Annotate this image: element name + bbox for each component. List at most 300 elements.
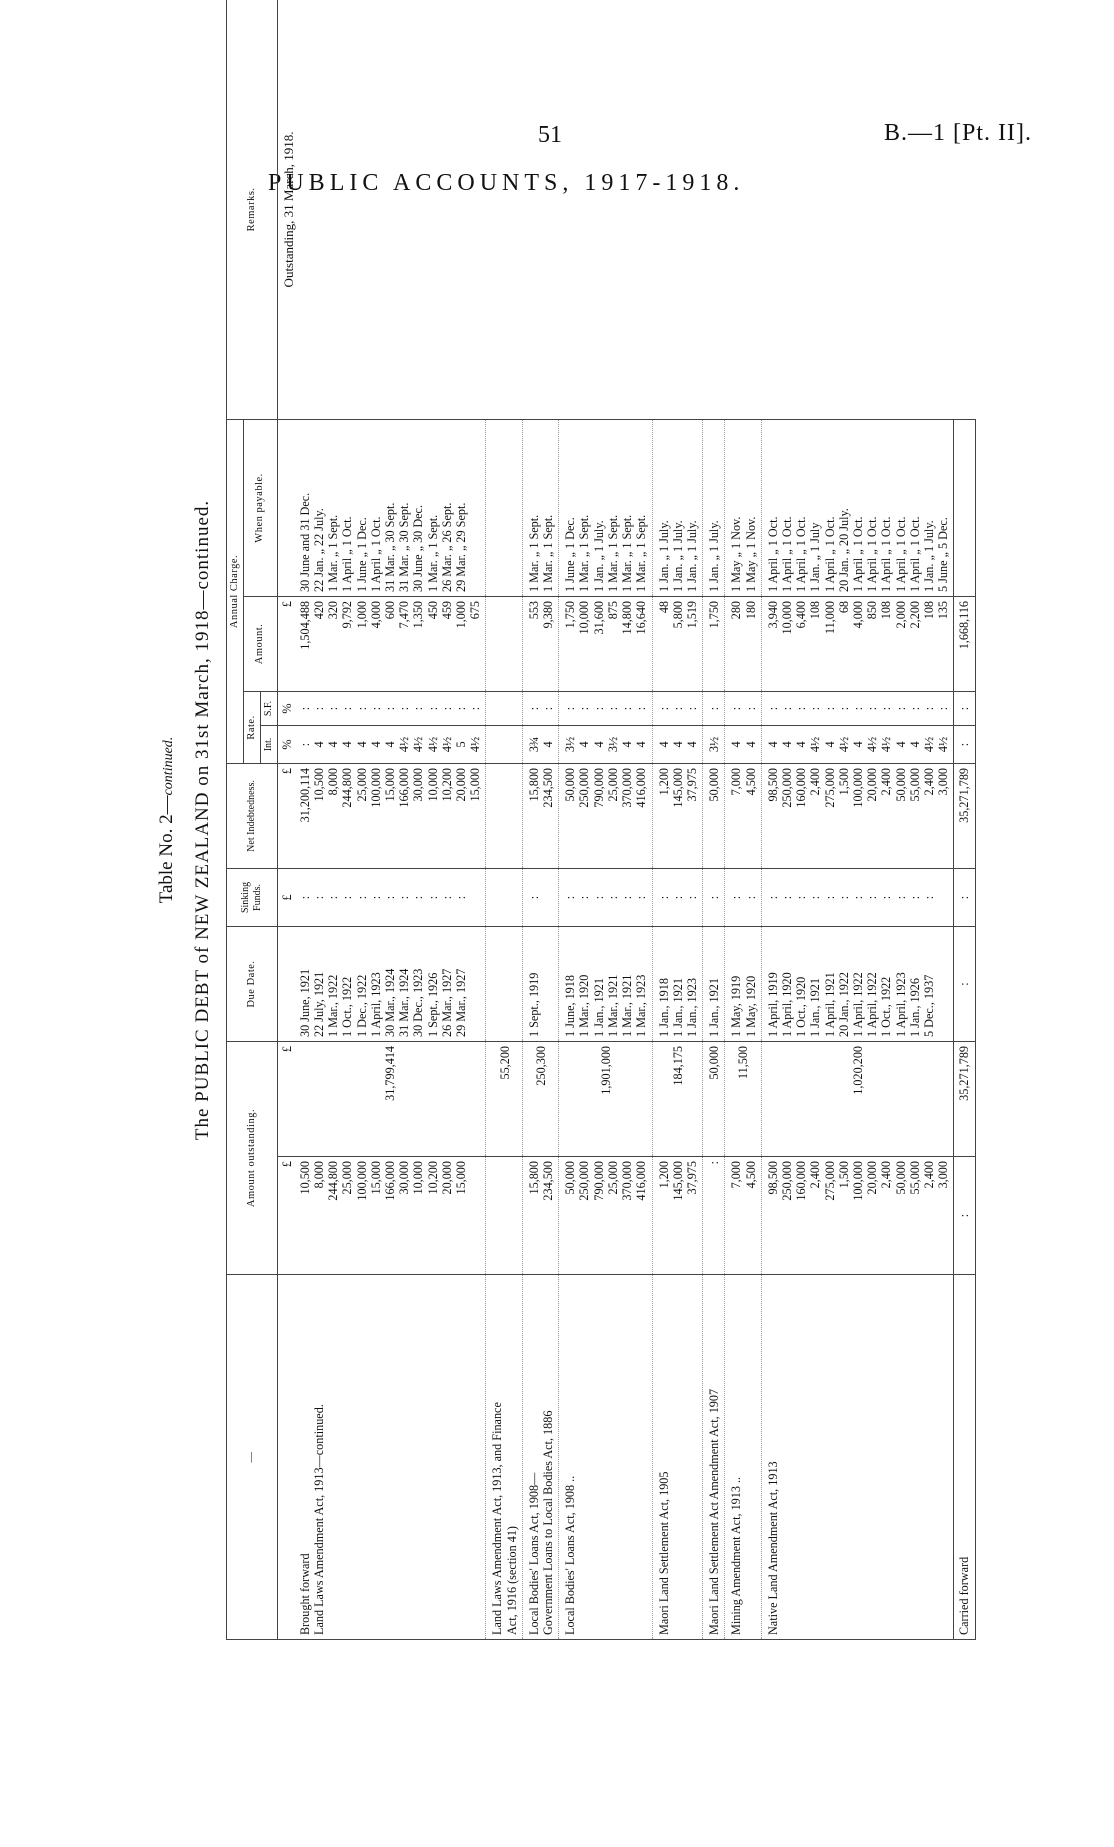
- when-payable: [725, 419, 761, 596]
- when-payable-line: 1 April „ 1 Oct.: [368, 516, 383, 592]
- annual-charge-line: 16,640: [634, 600, 649, 635]
- when-payable: [486, 419, 522, 596]
- annual-charge-line: 675: [468, 600, 483, 620]
- due-date-line: 20 Jan., 1922: [836, 971, 851, 1037]
- amount-outstanding: [703, 1157, 725, 1275]
- due-date-line: 1 April, 1923: [893, 972, 908, 1037]
- sinking-fund-line: :: [779, 895, 794, 900]
- header-amount: Amount.: [244, 596, 278, 691]
- annual-charge-line: 850: [865, 600, 880, 620]
- interest-rate: [294, 725, 486, 763]
- annual-charge-line: 4,000: [368, 600, 383, 629]
- sinking-fund-line: :: [634, 895, 649, 900]
- interest-rate-line: 4: [779, 741, 794, 748]
- unit-percent: %: [277, 691, 294, 725]
- amount-outstanding-line: 100,000: [354, 1161, 369, 1201]
- due-date-line: 22 July, 1921: [312, 971, 327, 1037]
- sinking-fund: [486, 868, 522, 926]
- act-label-line: Brought forward: [297, 1553, 312, 1635]
- when-payable-line: 1 Jan. „ 1 July.: [707, 520, 722, 592]
- net-indebtedness-line: 145,000: [670, 767, 685, 808]
- sinking-fund-rate-line: :: [794, 706, 809, 711]
- net-indebtedness-line: 50,000: [707, 767, 722, 802]
- interest-rate-line: 4: [765, 741, 780, 748]
- due-date-line: 1 Oct., 1920: [794, 976, 809, 1037]
- when-payable-line: 1 June „ 1 Dec.: [563, 517, 578, 592]
- sinking-fund-rate-line: :: [865, 706, 880, 711]
- amount-outstanding-line: 8,000: [312, 1161, 327, 1189]
- sinking-fund: [761, 868, 954, 926]
- sinking-fund-rate-line: :: [620, 706, 635, 711]
- unit-pound: £: [277, 1157, 294, 1275]
- carried-forward-due: :: [954, 926, 975, 1041]
- interest-rate-line: 4: [620, 741, 635, 748]
- carried-forward-net: 35,271,789: [954, 763, 975, 868]
- when-payable-line: 1 Mar. „ 1 Sept.: [620, 514, 635, 592]
- interest-rate-line: 4½: [411, 736, 426, 753]
- sinking-fund-rate-line: :: [634, 706, 649, 711]
- carried-forward-charge: 1,668,116: [954, 596, 975, 691]
- due-date-line: 1 Jan., 1921: [707, 978, 722, 1037]
- interest-rate-line: 4: [577, 741, 592, 748]
- when-payable-line: 1 May „ 1 Nov.: [743, 516, 758, 592]
- annual-charge-line: 7,470: [397, 600, 412, 629]
- amount-outstanding-line: 55,000: [907, 1161, 922, 1195]
- net-indebtedness-line: 98,500: [765, 767, 780, 802]
- sinking-fund-rate-line: :: [326, 706, 341, 711]
- amount-outstanding: [559, 1157, 652, 1275]
- due-date: [761, 926, 954, 1041]
- amount-outstanding-line: 1,500: [836, 1161, 851, 1189]
- interest-rate-line: 4½: [808, 736, 823, 753]
- net-indebtedness-line: 100,000: [850, 767, 865, 808]
- due-date-line: 1 Oct., 1922: [879, 976, 894, 1037]
- interest-rate-line: 4½: [865, 736, 880, 753]
- sinking-fund-rate: [486, 691, 522, 725]
- unit-pound: £: [277, 1041, 294, 1156]
- amount-outstanding-line: 15,000: [368, 1161, 383, 1195]
- net-indebtedness-line: 234,500: [541, 767, 556, 808]
- sinking-fund-rate-line: :: [836, 706, 851, 711]
- interest-rate-line: 4½: [397, 736, 412, 753]
- annual-charge-line: 1,000: [454, 600, 469, 629]
- interest-rate-line: 4½: [836, 736, 851, 753]
- net-indebtedness-line: 15,000: [383, 767, 398, 802]
- due-date-line: 1 Jan., 1923: [684, 978, 699, 1037]
- net-indebtedness-line: 10,000: [425, 767, 440, 802]
- sinking-fund-rate: [559, 691, 652, 725]
- net-indebtedness-line: 2,400: [879, 767, 894, 796]
- annual-charge-line: 553: [526, 600, 541, 620]
- when-payable-line: 31 Mar. „ 30 Sept.: [397, 502, 412, 592]
- due-date-line: 5 Dec., 1937: [921, 974, 936, 1037]
- net-indebtedness-line: 1,200: [656, 767, 671, 796]
- group-total: [761, 1041, 954, 1156]
- interest-rate-line: 4: [634, 741, 649, 748]
- table-body: [277, 0, 975, 1640]
- carried-forward-sf: :: [954, 691, 975, 725]
- net-indebtedness-line: 160,000: [794, 767, 809, 808]
- sinking-fund-line: :: [729, 895, 744, 900]
- header-blank: —: [227, 1275, 278, 1640]
- sinking-fund-rate-line: :: [879, 706, 894, 711]
- net-indebtedness-line: 370,000: [620, 767, 635, 808]
- annual-charge-line: 68: [836, 600, 851, 614]
- due-date-line: 1 Jan., 1926: [907, 978, 922, 1037]
- annual-charge-line: 2,200: [907, 600, 922, 629]
- when-payable-line: 1 Jan. „ 1 July.: [656, 520, 671, 592]
- sinking-fund-rate: [725, 691, 761, 725]
- sinking-fund-rate-line: :: [743, 706, 758, 711]
- due-date: [294, 926, 486, 1041]
- sinking-fund-rate-line: :: [454, 706, 469, 711]
- amount-outstanding-line: 20,000: [865, 1161, 880, 1195]
- interest-rate-line: 4: [340, 741, 355, 748]
- header-remarks: Remarks.: [227, 0, 278, 419]
- interest-rate-line: 4: [326, 741, 341, 748]
- group-total-value: 11,500: [736, 1045, 751, 1080]
- amount-outstanding-line: 7,000: [729, 1161, 744, 1189]
- act-label: [703, 1275, 725, 1640]
- when-payable-line: 1 April „ 1 Oct.: [907, 516, 922, 592]
- sinking-fund-rate-line: :: [684, 706, 699, 711]
- when-payable-line: 1 June „ 1 Dec.: [354, 517, 369, 592]
- when-payable-line: 1 Mar. „ 1 Sept.: [326, 514, 341, 592]
- annual-charge-line: 10,000: [779, 600, 794, 635]
- amount-outstanding-line: 2,400: [921, 1161, 936, 1189]
- amount-outstanding: [522, 1157, 558, 1275]
- amount-outstanding-line: 10,500: [297, 1161, 312, 1195]
- when-payable-line: 30 June „ 30 Dec.: [411, 505, 426, 592]
- amount-outstanding-line: 100,000: [850, 1161, 865, 1201]
- annual-charge-line: 48: [656, 600, 671, 614]
- amount-outstanding-line: :: [707, 1161, 722, 1165]
- amount-outstanding-line: 2,400: [879, 1161, 894, 1189]
- amount-outstanding-line: 166,000: [383, 1161, 398, 1201]
- carried-forward-label: Carried forward: [954, 1275, 975, 1640]
- unit-percent: %: [277, 725, 294, 763]
- net-indebtedness-line: 20,000: [865, 767, 880, 802]
- annual-charge-line: 450: [425, 600, 440, 620]
- due-date-line: 1 May, 1919: [729, 975, 744, 1037]
- due-date-line: 30 Dec., 1923: [411, 968, 426, 1037]
- due-date: [725, 926, 761, 1041]
- interest-rate-line: 3¾: [526, 736, 541, 753]
- interest-rate: [761, 725, 954, 763]
- interest-rate-line: 4: [850, 741, 865, 748]
- when-payable-line: 1 April „ 1 Oct.: [794, 516, 809, 592]
- interest-rate-line: 4: [907, 741, 922, 748]
- annual-charge-line: 31,600: [591, 600, 606, 635]
- amount-outstanding-line: 25,000: [340, 1161, 355, 1195]
- net-indebtedness-line: 2,400: [808, 767, 823, 796]
- amount-outstanding-line: 37,975: [684, 1161, 699, 1195]
- when-payable-line: 1 Jan. „ 1 July.: [921, 520, 936, 592]
- annual-charge: [725, 596, 761, 691]
- sinking-fund-rate-line: :: [368, 706, 383, 711]
- amount-outstanding-line: 10,000: [411, 1161, 426, 1195]
- net-indebtedness: [761, 763, 954, 868]
- net-indebtedness: [559, 763, 652, 868]
- amount-outstanding-line: 15,800: [526, 1161, 541, 1195]
- sinking-fund-line: :: [454, 895, 469, 900]
- net-indebtedness-line: 3,000: [936, 767, 951, 796]
- group-total-value: 55,200: [497, 1045, 512, 1080]
- when-payable-line: 1 April „ 1 Oct.: [893, 516, 908, 592]
- due-date-line: 1 April, 1922: [850, 972, 865, 1037]
- annual-charge-line: 2,000: [893, 600, 908, 629]
- sinking-fund-rate: [703, 691, 725, 725]
- sinking-fund-line: :: [865, 895, 880, 900]
- header-when-payable: When payable.: [244, 419, 278, 596]
- interest-rate-line: 4: [822, 741, 837, 748]
- net-indebtedness: [703, 763, 725, 868]
- table-title-text: Table No. 2—: [156, 795, 177, 904]
- when-payable-line: 1 May „ 1 Nov.: [729, 516, 744, 592]
- sinking-fund-rate-line: :: [439, 706, 454, 711]
- sinking-fund-line: :: [312, 895, 327, 900]
- interest-rate-line: 4: [684, 741, 699, 748]
- when-payable: [761, 419, 954, 596]
- carried-forward-amount-col: :: [954, 1157, 975, 1275]
- unit-pound: £: [277, 868, 294, 926]
- sinking-fund-rate-line: :: [808, 706, 823, 711]
- annual-charge-line: 180: [743, 600, 758, 620]
- net-indebtedness-line: 7,000: [729, 767, 744, 796]
- when-payable-line: 1 Mar. „ 1 Sept.: [541, 514, 556, 592]
- interest-rate-line: 4½: [468, 736, 483, 753]
- act-label-line: Land Laws Amendment Act, 1913, and Finance: [490, 1402, 505, 1635]
- unit-pound: £: [277, 763, 294, 868]
- due-date-line: 29 Mar., 1927: [454, 968, 469, 1037]
- sinking-fund-line: :: [893, 895, 908, 900]
- due-date-line: 1 Sept., 1926: [425, 972, 440, 1037]
- annual-charge-line: 1,750: [563, 600, 578, 629]
- net-indebtedness-line: 30,000: [411, 767, 426, 802]
- rotated-table-region: [146, 0, 986, 1640]
- when-payable-line: 20 Jan. „ 20 July.: [836, 508, 851, 592]
- interest-rate-line: 4½: [921, 736, 936, 753]
- group-total-value: 184,175: [670, 1045, 685, 1086]
- act-label-line: Mining Amendment Act, 1913 ..: [729, 1476, 744, 1635]
- group-total: [294, 1041, 486, 1156]
- sinking-fund-rate: [294, 691, 486, 725]
- when-payable-line: 1 April „ 1 Oct.: [850, 516, 865, 592]
- interest-rate-line: 4½: [936, 736, 951, 753]
- header-due-date: Due Date.: [227, 926, 278, 1041]
- when-payable-line: 1 Mar. „ 1 Sept.: [605, 514, 620, 592]
- net-indebtedness: [294, 763, 486, 868]
- sinking-fund-rate-line: :: [921, 706, 936, 711]
- interest-rate-line: 4: [591, 741, 606, 748]
- amount-outstanding-line: 20,000: [439, 1161, 454, 1195]
- annual-charge-line: 108: [921, 600, 936, 620]
- when-payable: [559, 419, 652, 596]
- sinking-fund-rate-line: :: [729, 706, 744, 711]
- interest-rate-line: 3½: [707, 736, 722, 753]
- net-indebtedness-line: 250,000: [577, 767, 592, 808]
- annual-charge-line: 875: [605, 600, 620, 620]
- unit-pound: £: [277, 596, 294, 691]
- amount-outstanding-line: 244,800: [326, 1161, 341, 1201]
- when-payable-line: 1 Mar. „ 1 Sept.: [526, 514, 541, 592]
- when-payable-line: 26 Mar. „ 26 Sept.: [439, 502, 454, 592]
- sinking-fund-rate-line: :: [563, 706, 578, 711]
- net-indebtedness-line: 10,500: [312, 767, 327, 802]
- sinking-fund: [522, 868, 558, 926]
- due-date-line: 1 June, 1918: [563, 975, 578, 1037]
- sinking-fund-line: :: [383, 895, 398, 900]
- sinking-fund-rate-line: :: [670, 706, 685, 711]
- sinking-fund: [703, 868, 725, 926]
- when-payable-line: 1 April „ 1 Oct.: [879, 516, 894, 592]
- due-date-line: 1 April, 1921: [822, 972, 837, 1037]
- due-date-line: 26 Mar., 1927: [439, 968, 454, 1037]
- sinking-fund-line: :: [577, 895, 592, 900]
- amount-outstanding: [725, 1157, 761, 1275]
- sinking-fund-line: :: [684, 895, 699, 900]
- act-label: [486, 1275, 522, 1640]
- when-payable-line: 1 April „ 1 Oct.: [822, 516, 837, 592]
- when-payable-line: 29 Mar. „ 29 Sept.: [454, 502, 469, 592]
- amount-outstanding-line: 790,000: [591, 1161, 606, 1201]
- due-date: [522, 926, 558, 1041]
- interest-rate-line: 4½: [879, 736, 894, 753]
- sinking-fund-rate: [652, 691, 703, 725]
- interest-rate-line: 4: [312, 741, 327, 748]
- annual-charge-line: 1,350: [411, 600, 426, 629]
- amount-outstanding-line: 250,000: [779, 1161, 794, 1201]
- sinking-fund-rate-line: :: [340, 706, 355, 711]
- due-date-line: 1 Mar., 1923: [634, 974, 649, 1037]
- sinking-fund-rate-line: :: [907, 706, 922, 711]
- act-label-line: Government Loans to Local Bodies Act, 1886: [541, 1410, 556, 1635]
- annual-charge-line: 459: [439, 600, 454, 620]
- act-label-line: Land Laws Amendment Act, 1913—continued.: [312, 1404, 327, 1635]
- sinking-fund-line: :: [707, 895, 722, 900]
- amount-outstanding-line: 234,500: [541, 1161, 556, 1201]
- due-date-line: 1 April, 1920: [779, 972, 794, 1037]
- due-date: [652, 926, 703, 1041]
- sinking-fund-rate-line: :: [893, 706, 908, 711]
- act-label: [294, 1275, 486, 1640]
- group-total-value: 1,901,000: [598, 1045, 613, 1095]
- when-payable-line: 30 June and 31 Dec.: [297, 492, 312, 592]
- amount-outstanding-line: 15,000: [454, 1161, 469, 1195]
- net-indebtedness-line: 166,000: [397, 767, 412, 808]
- group-total: [703, 1041, 725, 1156]
- sinking-fund-rate-line: :: [312, 706, 327, 711]
- sinking-fund-rate-line: :: [411, 706, 426, 711]
- act-label-line: Act, 1916 (section 41): [504, 1526, 519, 1635]
- sinking-fund-rate-line: :: [765, 706, 780, 711]
- net-indebtedness: [725, 763, 761, 868]
- when-payable-line: 1 April „ 1 Oct.: [765, 516, 780, 592]
- due-date-line: 1 Sept., 1919: [526, 972, 541, 1037]
- annual-charge-line: 1,519: [684, 600, 699, 629]
- sinking-fund-line: :: [794, 895, 809, 900]
- sinking-fund-rate-line: :: [541, 706, 556, 711]
- interest-rate: [486, 725, 522, 763]
- due-date-line: 1 April, 1919: [765, 972, 780, 1037]
- sinking-fund-line: :: [605, 895, 620, 900]
- amount-outstanding-line: 160,000: [794, 1161, 809, 1201]
- due-date: [486, 926, 522, 1041]
- group-total-value: 1,020,200: [850, 1045, 865, 1095]
- sinking-fund-line: :: [326, 895, 341, 900]
- net-indebtedness-line: 50,000: [893, 767, 908, 802]
- sinking-fund: [294, 868, 486, 926]
- sinking-fund-rate-line: :: [656, 706, 671, 711]
- interest-rate-line: 4: [743, 741, 758, 748]
- act-label-line: Maori Land Settlement Act Amendment Act, 1907: [707, 1388, 722, 1635]
- due-date-line: 1 Oct., 1922: [340, 976, 355, 1037]
- sinking-fund-rate-line: :: [591, 706, 606, 711]
- when-payable-line: 31 Mar. „ 30 Sept.: [383, 502, 398, 592]
- annual-charge-line: 11,000: [822, 600, 837, 635]
- sinking-fund-line: :: [879, 895, 894, 900]
- annual-charge-line: 420: [312, 600, 327, 620]
- due-date-line: 30 Mar., 1924: [383, 968, 398, 1037]
- net-indebtedness-line: 275,000: [822, 767, 837, 808]
- net-indebtedness-line: 25,000: [354, 767, 369, 802]
- remarks-cell: [277, 0, 954, 419]
- sinking-fund-line: :: [368, 895, 383, 900]
- sinking-fund-rate: [522, 691, 558, 725]
- interest-rate-line: 4: [656, 741, 671, 748]
- annual-charge-line: 1,000: [354, 600, 369, 629]
- due-date-line: 30 June, 1921: [297, 968, 312, 1037]
- units-row: [277, 0, 294, 1640]
- header-interest: Int.: [261, 725, 278, 763]
- due-date-line: 1 April, 1922: [865, 972, 880, 1037]
- sinking-fund-rate-line: :: [354, 706, 369, 711]
- sinking-fund-rate-line: :: [526, 706, 541, 711]
- act-label-line: Local Bodies' Loans Act, 1908 ..: [563, 1475, 578, 1635]
- when-payable-line: 1 Mar. „ 1 Sept.: [577, 514, 592, 592]
- sinking-fund-line: :: [656, 895, 671, 900]
- amount-outstanding-line: 370,000: [620, 1161, 635, 1201]
- sinking-fund-rate-line: :: [577, 706, 592, 711]
- due-date-line: 1 Jan., 1921: [670, 978, 685, 1037]
- annual-charge-line: 3,940: [765, 600, 780, 629]
- interest-rate: [652, 725, 703, 763]
- due-date: [559, 926, 652, 1041]
- net-indebtedness-line: 15,000: [468, 767, 483, 802]
- amount-outstanding-line: 145,000: [670, 1161, 685, 1201]
- group-total: [652, 1041, 703, 1156]
- sinking-fund-rate: [761, 691, 954, 725]
- interest-rate: [522, 725, 558, 763]
- act-label: [761, 1275, 954, 1640]
- interest-rate-line: 4: [354, 741, 369, 748]
- when-payable-line: 1 Jan. „ 1 July.: [684, 520, 699, 592]
- net-indebtedness: [652, 763, 703, 868]
- amount-outstanding-line: 250,000: [577, 1161, 592, 1201]
- header-annual-charge: Annual Charge.: [227, 419, 244, 763]
- carried-forward-int: :: [954, 725, 975, 763]
- annual-charge-line: 135: [936, 600, 951, 620]
- annual-charge-line: 1,750: [707, 600, 722, 629]
- sinking-fund-line: :: [743, 895, 758, 900]
- sinking-fund-line: :: [907, 895, 922, 900]
- sinking-fund-rate-line: :: [297, 706, 312, 711]
- act-label: [522, 1275, 558, 1640]
- sinking-fund-line: :: [670, 895, 685, 900]
- annual-charge-line: 280: [729, 600, 744, 620]
- group-total-value: 31,799,414: [383, 1045, 398, 1101]
- header-sinking-funds: Sinking Funds.: [227, 868, 278, 926]
